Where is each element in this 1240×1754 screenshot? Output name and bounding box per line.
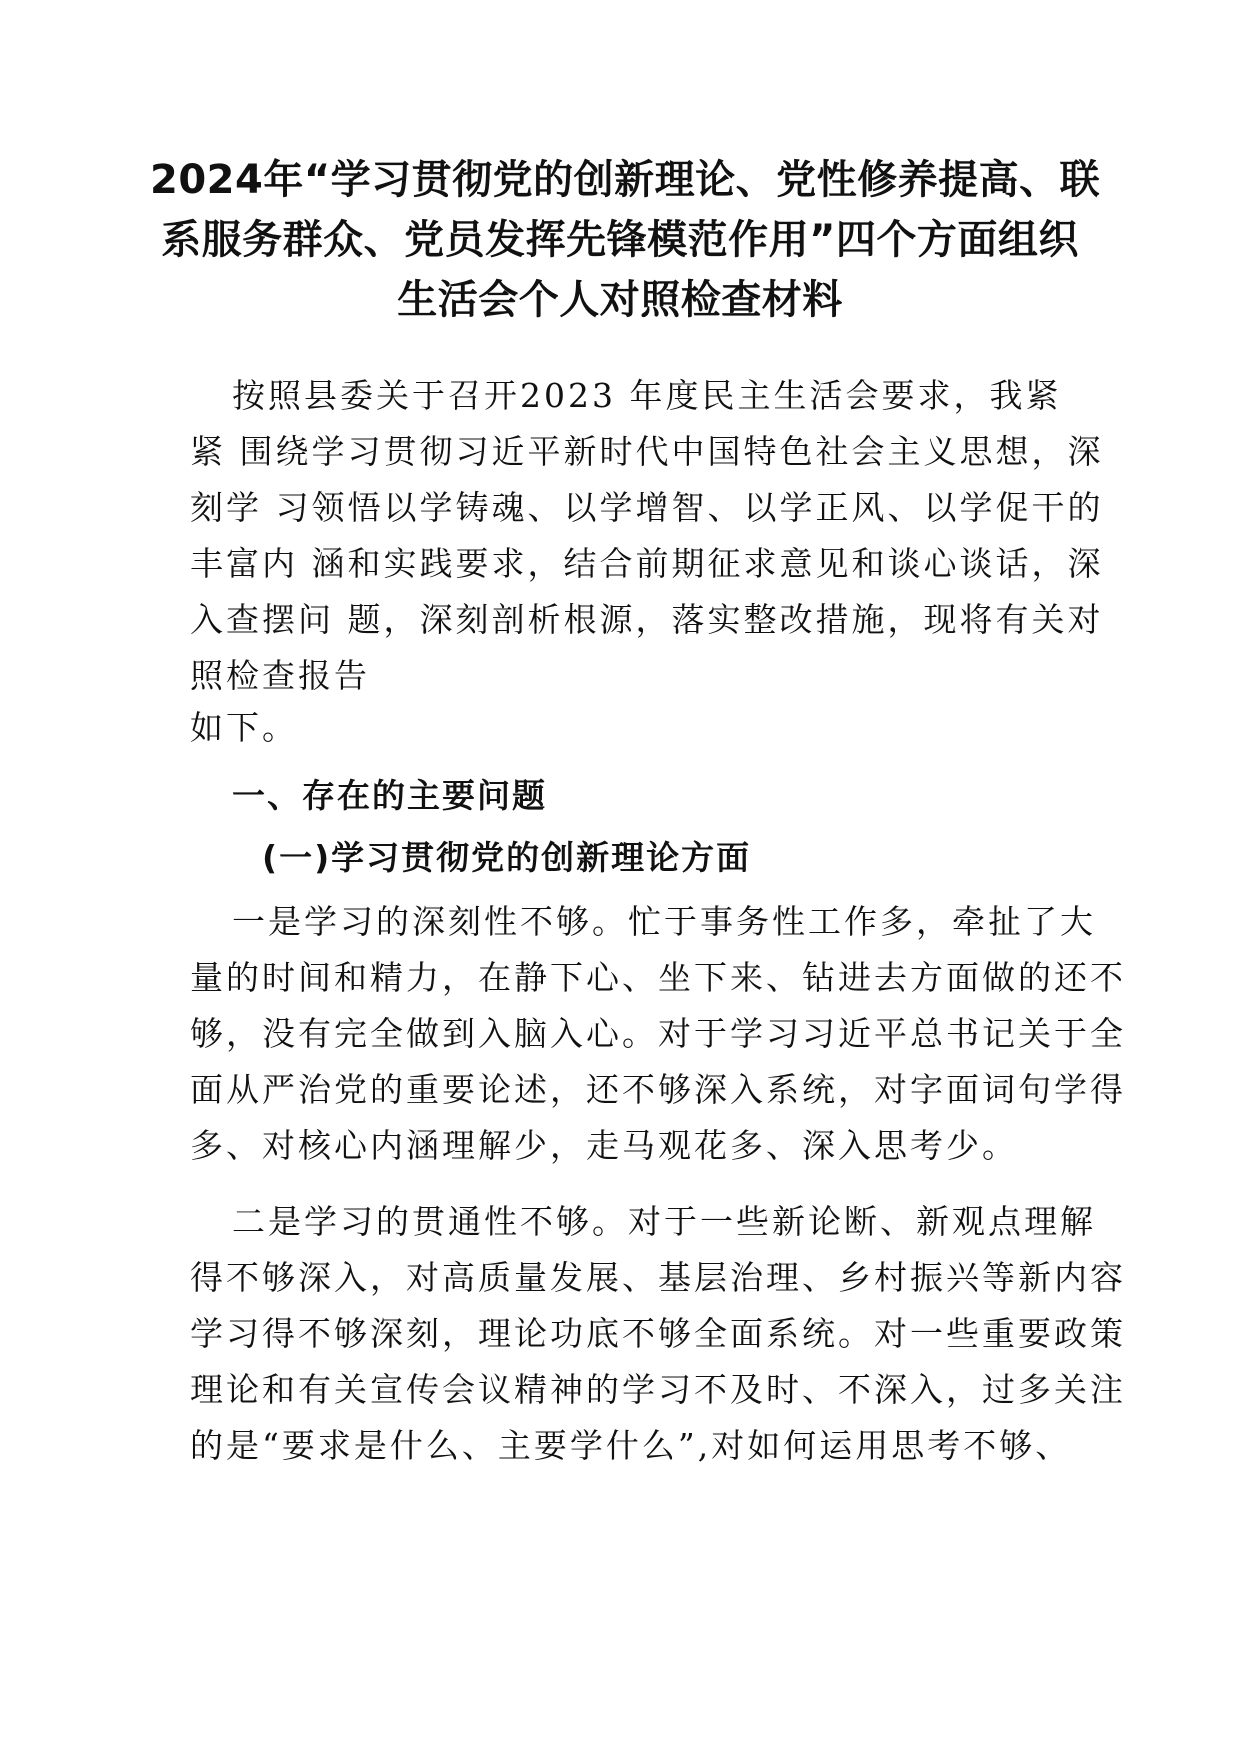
paragraph-line: 的是“要求是什么、主要学什么”,对如何运用思考不够、 (190, 1426, 1072, 1465)
intro-line: 丰富内 涵和实践要求，结合前期征求意见和谈心谈话，深 (190, 544, 1104, 583)
paragraph-line: 学习得不够深刻，理论功底不够全面系统。对一些重要政策 (190, 1314, 1126, 1353)
paragraph-line: 一是学习的深刻性不够。忙于事务性工作多，牵扯了大 (232, 902, 1096, 941)
title-line: 生活会个人对照检查材料 (397, 277, 843, 323)
paragraph-line: 多、对核心内涵理解少，走马观花多、深入思考少。 (190, 1126, 1018, 1165)
intro-line: 按照县委关于召开2023 年度民主生活会要求，我紧 (232, 376, 1062, 415)
section-heading: 一、存在的主要问题 (232, 776, 547, 815)
intro-line: 紧 围绕学习贯彻习近平新时代中国特色社会主义思想，深 (190, 432, 1104, 471)
paragraph-line: 面从严治党的重要论述，还不够深入系统，对字面词句学得 (190, 1070, 1126, 1109)
paragraph-line: 量的时间和精力，在静下心、坐下来、钻进去方面做的还不 (190, 958, 1126, 997)
intro-line: 入查摆问 题，深刻剖析根源，落实整改措施，现将有关对 (190, 600, 1104, 639)
paragraph-line: 二是学习的贯通性不够。对于一些新论断、新观点理解 (232, 1202, 1096, 1241)
intro-line: 照检查报告 (190, 656, 370, 695)
intro-line: 如下。 (190, 708, 298, 747)
section-subheading: (一)学习贯彻党的创新理论方面 (262, 838, 752, 877)
title-line: 系服务群众、党员发挥先锋模范作用”四个方面组织 (161, 217, 1079, 263)
paragraph-line: 够，没有完全做到入脑入心。对于学习习近平总书记关于全 (190, 1014, 1126, 1053)
title-line: 2024年“学习贯彻党的创新理论、党性修养提高、联 (150, 157, 1101, 203)
document-title (150, 150, 1101, 330)
intro-line: 刻学 习领悟以学铸魂、以学增智、以学正风、以学促干的 (190, 488, 1104, 527)
paragraph-line: 得不够深入，对高质量发展、基层治理、乡村振兴等新内容 (190, 1258, 1126, 1297)
paragraph-line: 理论和有关宣传会议精神的学习不及时、不深入，过多关注 (190, 1370, 1126, 1409)
